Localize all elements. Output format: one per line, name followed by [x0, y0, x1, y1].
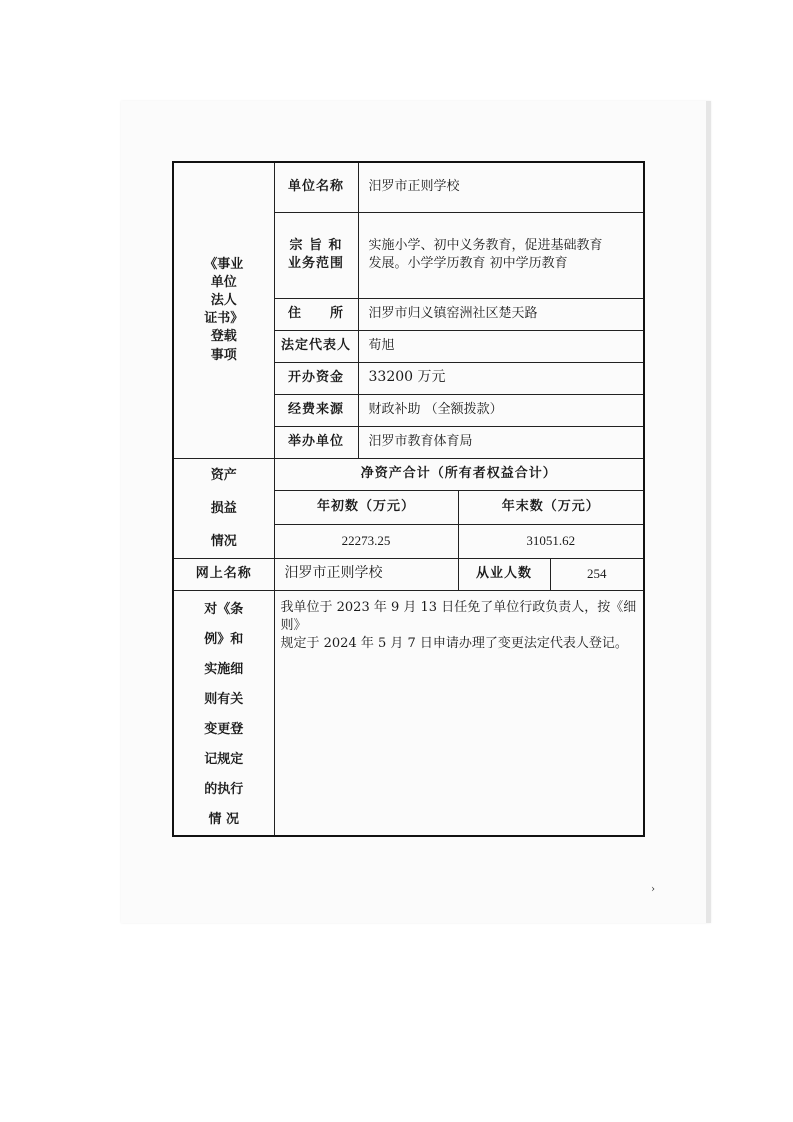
row-compliance	[173, 590, 644, 836]
begin-year-value: 22273.25	[274, 524, 458, 558]
capital-value: 33200 万元	[358, 362, 644, 394]
row-online-name	[173, 558, 644, 590]
net-assets-header: 净资产合计（所有者权益合计）	[274, 458, 644, 490]
end-year-label: 年末数（万元）	[458, 490, 644, 524]
row-assets-header	[173, 458, 644, 490]
end-year-value: 31051.62	[458, 524, 644, 558]
side-label-line: 情 况	[208, 811, 240, 827]
corner-mark: ›	[651, 884, 655, 895]
purpose-label	[274, 212, 358, 298]
side-label-line: 法人	[210, 293, 237, 309]
unit-name-label: 单位名称	[274, 162, 358, 212]
funding-label: 经费来源	[274, 394, 358, 426]
capital-label: 开办资金	[274, 362, 358, 394]
side-label-line: 记规定	[204, 751, 244, 767]
staff-count-value: 254	[550, 558, 644, 590]
side-label-line: 的执行	[204, 781, 244, 797]
purpose-value-line2: 发展。小学学历教育 初中学历教育	[368, 256, 568, 271]
purpose-value	[358, 212, 644, 298]
funding-value: 财政补助 （全额拨款）	[358, 394, 644, 426]
side-label-line: 资产	[210, 467, 237, 483]
side-label-line: 实施细	[204, 661, 244, 677]
staff-count-label: 从业人数	[458, 558, 550, 590]
side-label-line: 证书》	[204, 311, 244, 327]
side-label-line: 事项	[210, 347, 237, 363]
compliance-text	[274, 590, 644, 836]
side-label-line: 例》和	[204, 631, 244, 647]
sponsor-label: 举办单位	[274, 426, 358, 458]
compliance-text-line2: 规定于 2024 年 5 月 7 日申请办理了变更法定代表人登记。	[280, 635, 628, 651]
legal-rep-label: 法定代表人	[274, 330, 358, 362]
compliance-text-line1: 我单位于 2023 年 9 月 13 日任免了单位行政负责人，按《细则》	[280, 599, 637, 633]
compliance-side-label	[173, 590, 274, 836]
assets-side-label	[173, 458, 274, 558]
online-name-value: 汨罗市正则学校	[274, 558, 458, 590]
purpose-label-line2: 业务范围	[287, 256, 344, 271]
side-label-line: 对《条	[204, 601, 244, 617]
side-label-line: 登载	[210, 329, 237, 345]
registration-items-label	[173, 162, 274, 458]
begin-year-label: 年初数（万元）	[274, 490, 458, 524]
purpose-value-line1: 实施小学、初中义务教育，促进基础教育	[368, 237, 603, 253]
side-label-line: 情况	[210, 533, 237, 549]
side-label-line: 《事业	[204, 256, 244, 272]
side-label-line: 变更登	[204, 721, 244, 737]
row-unit-name	[173, 162, 644, 212]
side-label-line: 损益	[210, 500, 237, 516]
unit-name-value: 汨罗市正则学校	[358, 162, 644, 212]
page-edge	[706, 101, 711, 923]
legal-rep-value: 荀旭	[358, 330, 644, 362]
address-label: 住 所	[274, 298, 358, 330]
purpose-label-line1: 宗 旨 和	[289, 237, 343, 253]
registration-form-table	[172, 161, 645, 837]
side-label-line: 单位	[210, 274, 237, 290]
sponsor-value: 汨罗市教育体育局	[358, 426, 644, 458]
online-name-label: 网上名称	[173, 558, 274, 590]
address-value: 汨罗市归义镇窑洲社区楚天路	[358, 298, 644, 330]
side-label-line: 则有关	[204, 691, 244, 707]
